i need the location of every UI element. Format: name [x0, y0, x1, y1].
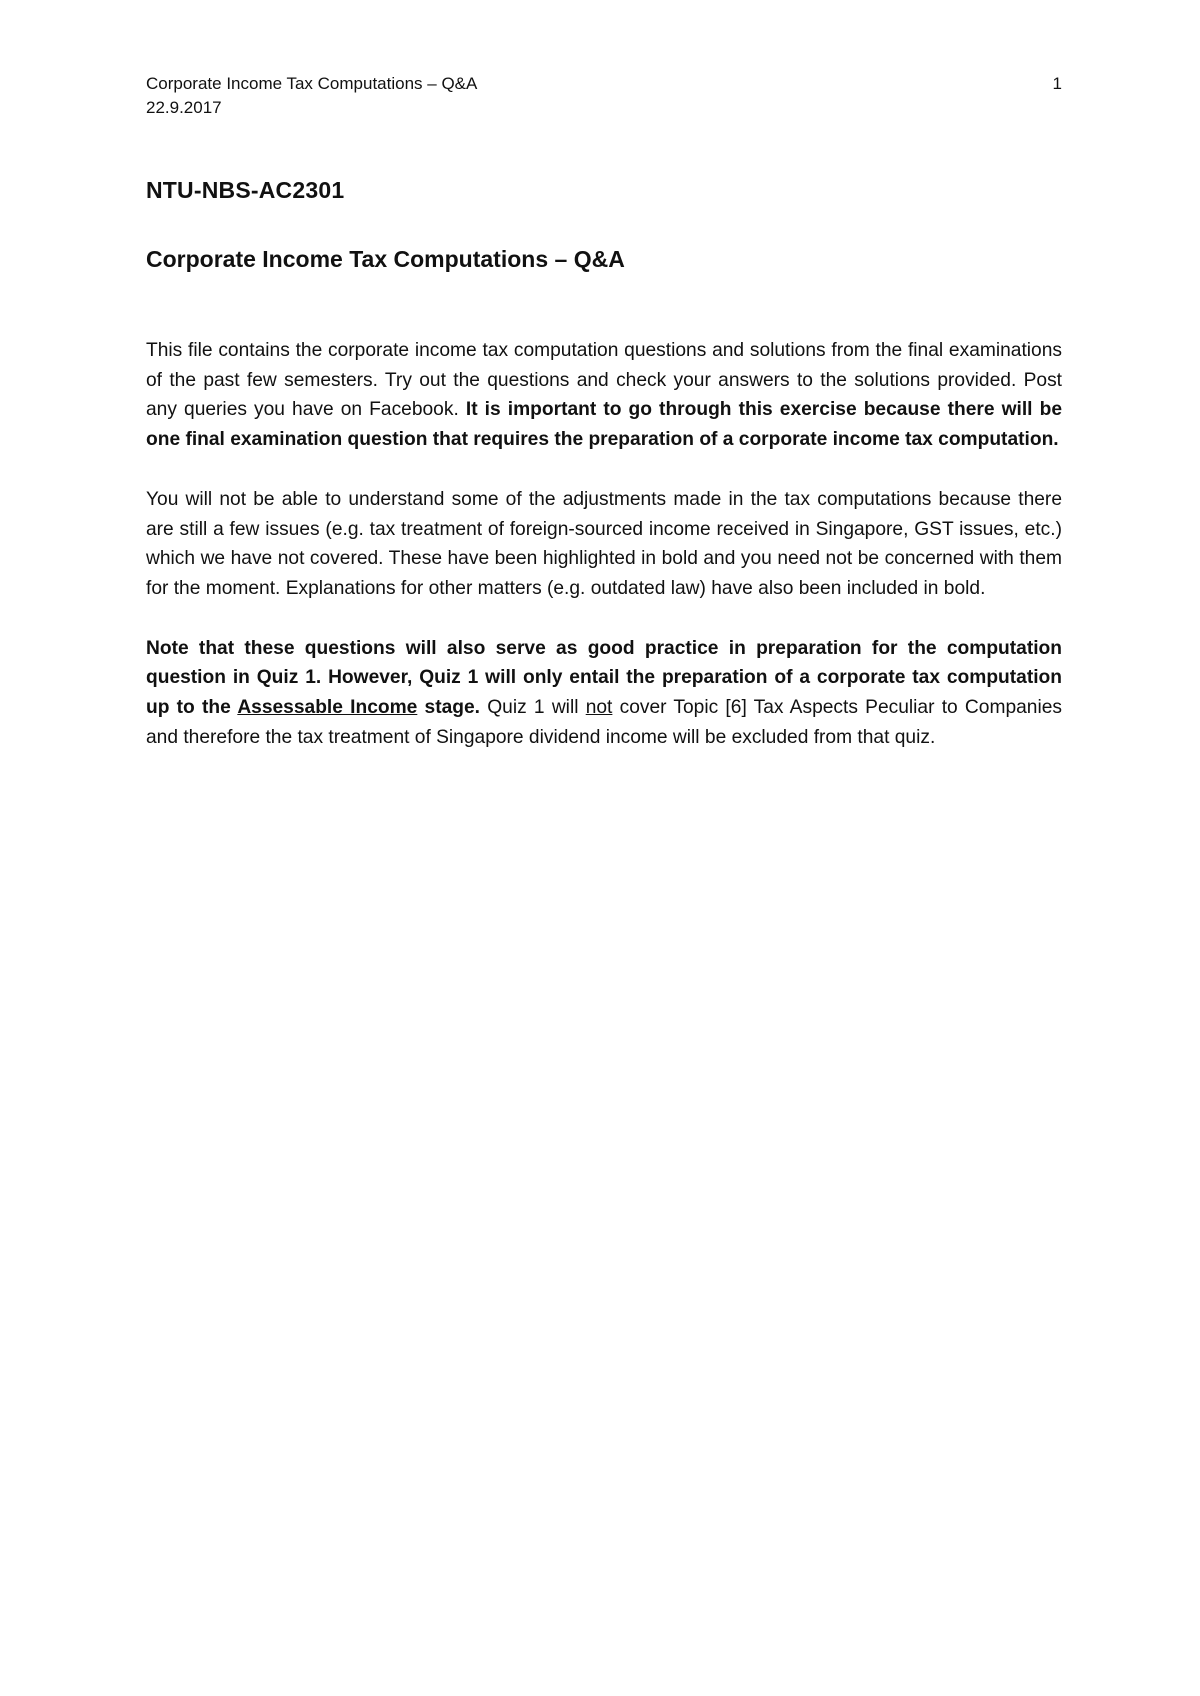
page-header: [146, 72, 1062, 120]
header-title: Corporate Income Tax Computations – Q&A: [146, 74, 478, 93]
adjustments-text: You will not be able to understand some of the adjustments made in the tax computations because there are still a few issues (e.g. tax treatment of foreign-sourced income received in Singapore, GST issues, etc.) which we have not covered. These have been highlighted in bold and you need not be concerned with them for the moment. Explanations for other matters (e.g. outdated law) have also been included in bold.: [146, 488, 1062, 599]
paragraph-intro: [146, 336, 1062, 455]
header-row: [146, 72, 1062, 96]
paragraph-adjustments: [146, 485, 1062, 604]
intro-bold-text: It is important to go through this exercise because there will be one final examination question that requires the preparation of a corporate income tax computation.: [146, 399, 1062, 451]
document-title: Corporate Income Tax Computations – Q&A: [146, 246, 625, 272]
paragraph-quiz-note: [146, 634, 1062, 753]
assessable-income-term: Assessable Income: [237, 697, 418, 719]
intro-text: This file contains the corporate income tax computation questions and solutions from the final examinations of the past few semesters. Try out the questions and check your answers to the solutions provided. Post any queries you have on Facebook.: [146, 340, 1062, 421]
page-number: 1: [1052, 74, 1062, 93]
quiz-note-text-a: Quiz 1 will: [480, 697, 586, 719]
quiz-note-text-b: cover Topic [6] Tax Aspects Peculiar to Companies and therefore the tax treatment of Singapore dividend income will be excluded from that quiz.: [146, 697, 1062, 748]
course-code: NTU-NBS-AC2301: [146, 177, 345, 203]
document-body: [146, 336, 1062, 782]
quiz-note-bold-a: Note that these questions will also serve as good practice in preparation for the computation question in Quiz 1. However, Quiz 1 will only entail the preparation of a corporate tax computation up to the: [146, 637, 1062, 719]
quiz-note-bold-b: stage.: [417, 697, 481, 719]
not-emphasis: not: [585, 697, 613, 719]
header-date: 22.9.2017: [146, 98, 222, 117]
